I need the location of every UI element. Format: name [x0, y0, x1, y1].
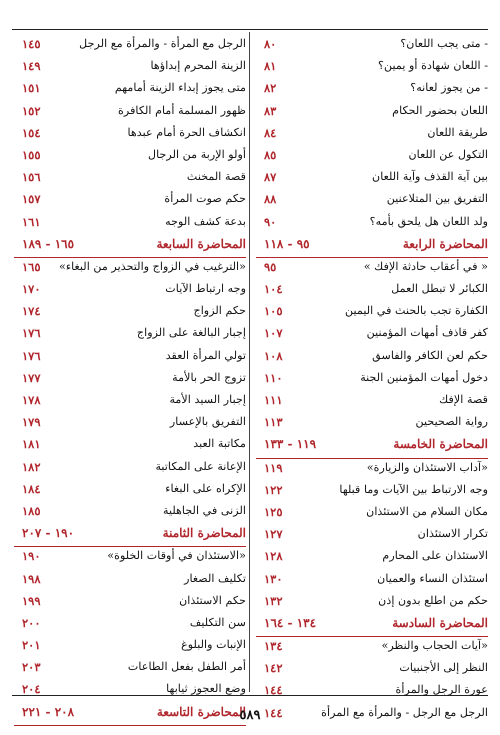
- toc-entry-title: - اللعان شهادة أو يمين؟: [378, 59, 488, 73]
- toc-entry: [256, 57, 488, 79]
- toc-entry-page: ١٥٦: [22, 170, 41, 185]
- toc-entry-page: ١٣٤: [264, 639, 283, 654]
- toc-entry: [256, 592, 488, 614]
- toc-entry-page: ١٨٢: [22, 459, 41, 474]
- toc-entry: [256, 547, 488, 569]
- toc-entry-title: إجبار البالغة على الزواج: [136, 326, 246, 340]
- toc-entry-title: انكشاف الحرة أمام عبدها: [127, 125, 246, 139]
- toc-entry-page: ١٤٥: [22, 37, 41, 51]
- toc-entry-title: عورة الرجل والمرأة: [395, 683, 488, 697]
- toc-entry-page: ١٣٢: [264, 593, 283, 608]
- toc-entry-page: ١٥٢: [22, 103, 41, 118]
- toc-entry-title: إجبار السيد الأمة: [169, 393, 246, 406]
- toc-entry: [14, 102, 246, 124]
- toc-entry-page: ١٧٠: [22, 282, 41, 297]
- toc-entry: [14, 547, 246, 569]
- toc-entry-title: المحاضرة الرابعة: [402, 236, 488, 251]
- toc-entry-title: بدعة كشف الوجه: [165, 214, 246, 228]
- toc-entry: [256, 525, 488, 547]
- toc-column-right: [256, 35, 488, 726]
- toc-entry-title: اللعان بحضور الحكام: [392, 103, 488, 117]
- toc-entry-title: حكم من اطلع بدون إذن: [378, 593, 488, 607]
- toc-entry-title: الكبائر لا تبطل العمل: [391, 282, 488, 296]
- toc-entry-page: ١٧٩: [22, 415, 41, 430]
- toc-entry-page: ٢٠١: [22, 638, 41, 653]
- toc-entry-page: ١٨٥: [22, 503, 41, 518]
- toc-entry-page: ١٢٧: [264, 527, 283, 542]
- toc-entry-page: ١١١: [264, 393, 283, 407]
- toc-entry-title: تولي المرأة العقد: [165, 348, 246, 362]
- toc-section-heading: [14, 235, 246, 258]
- toc-entry: [14, 190, 246, 212]
- page-number: ٥٨٩: [239, 708, 261, 723]
- toc-entry-page: ٩٥: [264, 259, 277, 274]
- toc-entry: [256, 324, 488, 346]
- toc-entry-page: ١٨٤: [22, 481, 41, 496]
- toc-entry: [256, 391, 488, 413]
- toc-entry-title: «الاستئذان في أوقات الخلوة»: [107, 549, 246, 563]
- toc-entry-page: ١٠٨: [264, 348, 283, 363]
- toc-entry-page: ١٥٥: [22, 147, 41, 162]
- toc-entry-page: ١٠٤: [264, 282, 283, 297]
- toc-entry: [14, 258, 246, 280]
- toc-entry-page: ١٢٢: [264, 482, 283, 497]
- toc-entry-title: متى يجوز إبداء الزينة أمامهم: [114, 81, 246, 95]
- toc-entry-title: الكفارة تجب بالحنث في اليمين: [344, 304, 488, 318]
- toc-entry-title: الاستئذان على المحارم: [382, 549, 488, 563]
- toc-entry-page: ١٢٨: [264, 549, 283, 564]
- toc-entry: [14, 391, 246, 413]
- toc-entry: [256, 79, 488, 101]
- toc-entry-page: ١٩٨: [22, 571, 41, 586]
- toc-entry: [256, 369, 488, 391]
- toc-entry-title: قصة المخنث: [186, 170, 246, 184]
- toc-entry-page: ١٩٠: [22, 549, 41, 564]
- toc-entry-page: ١٣٠: [264, 571, 283, 586]
- toc-entry-title: المحاضرة السابعة: [156, 236, 246, 251]
- toc-entry-page: ٨٧: [264, 170, 277, 185]
- toc-entry: [256, 213, 488, 235]
- toc-entry: [14, 592, 246, 614]
- toc-entry: [14, 680, 246, 702]
- toc-entry: [14, 480, 246, 502]
- toc-entry-page: ١٩٩: [22, 593, 41, 608]
- toc-entry-title: حكم الزواج: [193, 304, 246, 318]
- toc-entry-title: الإكراه على البغاء: [165, 481, 246, 495]
- toc-entry: [14, 458, 246, 480]
- toc-entry-title: الزينة المحرم إبداؤها: [150, 59, 246, 73]
- toc-entry-title: كفر قاذف أمهات المؤمنين: [366, 326, 488, 340]
- toc-entry-title: الرجل مع الرجل - والمرأة مع المرأة: [321, 705, 488, 719]
- toc-entry-page: ١٦٥: [22, 259, 41, 274]
- toc-entry: [14, 658, 246, 680]
- toc-entry: [256, 302, 488, 324]
- toc-entry: [256, 481, 488, 503]
- toc-entry-page: ١١٠: [264, 370, 283, 385]
- toc-entry-page: ٨٥: [264, 147, 277, 162]
- toc-entry-page: ١٩٠ - ٢٠٧: [22, 526, 75, 541]
- toc-entry-page: ١٥٧: [22, 192, 41, 207]
- toc-entry-title: وضع العجوز ثيابها: [166, 682, 246, 696]
- toc-entry: [14, 302, 246, 324]
- toc-entry-page: ١٢٥: [264, 504, 283, 519]
- toc-entry: [256, 280, 488, 302]
- toc-entry: [256, 637, 488, 659]
- toc-entry-title: المحاضرة الخامسة: [393, 437, 488, 452]
- toc-entry: [256, 459, 488, 481]
- toc-entry: [14, 168, 246, 190]
- toc-entry-page: ٨٤: [264, 125, 277, 140]
- toc-entry-title: تكليف الصغار: [184, 571, 246, 585]
- toc-entry-title: النظر إلى الأجنبيات: [399, 661, 488, 675]
- toc-entry-title: حكم الاستئذان: [179, 593, 246, 607]
- toc-entry: [256, 570, 488, 592]
- toc-entry-page: ٨٣: [264, 103, 277, 118]
- toc-entry-title: دخول أمهات المؤمنين الجنة: [360, 370, 488, 384]
- toc-entry-title: الرجل مع المرأة - والمرأة مع الرجل: [79, 37, 246, 50]
- toc-entry-page: ١٦١: [22, 214, 41, 229]
- toc-entry-title: ظهور المسلمة أمام الكافرة: [118, 103, 246, 117]
- toc-entry-page: ٢٠٣: [22, 660, 41, 675]
- toc-entry-page: ١٤٤: [264, 683, 283, 698]
- toc-entry: [14, 435, 246, 457]
- toc-section-heading: [256, 235, 488, 258]
- toc-entry-page: ١٧٧: [22, 370, 41, 385]
- toc-entry-page: ١٦٥ - ١٨٩: [22, 236, 75, 251]
- toc-entry-title: تكرار الاستئذان: [417, 527, 488, 541]
- toc-entry-title: حكم لعن الكافر والفاسق: [372, 348, 488, 362]
- toc-entry-title: أولو الإربة من الرجال: [147, 147, 246, 161]
- toc-entry-page: ٢٠٠: [22, 615, 41, 630]
- toc-entry: [256, 190, 488, 212]
- toc-entry: [256, 124, 488, 146]
- toc-entry-page: ١٧٦: [22, 348, 41, 363]
- toc-entry-title: الإعانة على المكاتبة: [155, 459, 246, 473]
- toc-entry: [256, 35, 488, 57]
- toc-entry: [14, 35, 246, 57]
- toc-entry-page: ٩٥ - ١١٨: [264, 236, 310, 251]
- toc-entry: [14, 146, 246, 168]
- toc-column-left: [14, 35, 246, 726]
- toc-entry-title: استئذان النساء والعميان: [377, 571, 488, 585]
- toc-entry-page: ٩٠: [264, 214, 277, 229]
- toc-entry-page: ١١٩ - ١٣٣: [264, 437, 317, 452]
- toc-entry-title: طريقة اللعان: [427, 125, 488, 139]
- toc-entry-title: وجه ارتباط الآيات: [165, 282, 246, 296]
- toc-entry-page: ١٥٤: [22, 125, 41, 140]
- column-divider: [249, 32, 250, 692]
- toc-entry: [14, 347, 246, 369]
- toc-entry: [256, 146, 488, 168]
- toc-entry-page: ١٠٧: [264, 326, 283, 341]
- toc-entry-title: بين آية القذف وآية اللعان: [372, 170, 488, 184]
- toc-entry: [256, 413, 488, 435]
- toc-entry: [14, 280, 246, 302]
- toc-entry-page: ١٤٢: [264, 661, 283, 676]
- toc-entry-page: ٨٨: [264, 192, 277, 207]
- toc-entry-page: ١٧٤: [22, 304, 41, 319]
- toc-entry-page: ١٤٩: [22, 59, 41, 74]
- toc-entry: [14, 124, 246, 146]
- toc-entry-title: التكول عن اللعان: [408, 147, 488, 161]
- toc-entry: [14, 324, 246, 346]
- toc-entry-title: قصة الإفك: [439, 393, 488, 406]
- toc-entry-page: ٢٠٨ - ٢٢١: [22, 704, 75, 719]
- toc-entry: [14, 636, 246, 658]
- toc-entry-title: المحاضرة السادسة: [392, 615, 488, 630]
- toc-entry: [14, 502, 246, 524]
- toc-entry-page: ١١٩: [264, 460, 283, 475]
- toc-entry: [256, 168, 488, 190]
- toc-entry-title: - من يجوز لعانه؟: [410, 81, 488, 95]
- toc-entry-page: ١١٣: [264, 415, 283, 430]
- toc-entry-title: رواية الصحيحين: [415, 415, 488, 429]
- toc-entry: [256, 102, 488, 124]
- toc-entry-page: ١٠٥: [264, 304, 283, 319]
- toc-entry: [14, 213, 246, 235]
- toc-entry-page: ١٧٦: [22, 326, 41, 341]
- toc-entry-title: حكم صوت المرأة: [164, 192, 246, 206]
- toc-entry: [256, 681, 488, 703]
- toc-entry-title: - متى يجب اللعان؟: [400, 37, 488, 50]
- toc-entry: [256, 258, 488, 280]
- toc-entry: [14, 570, 246, 592]
- toc-entry-title: سن التكليف: [189, 615, 246, 629]
- toc-entry: [256, 347, 488, 369]
- toc-entry: [14, 79, 246, 101]
- toc-section-heading: [14, 524, 246, 547]
- toc-entry-title: الزنى في الجاهلية: [162, 503, 246, 517]
- toc-entry-page: ٨٠: [264, 37, 277, 51]
- toc-entry-title: أمر الطفل بفعل الطاعات: [127, 660, 246, 674]
- toc-entry-title: « في أعقاب حادثة الإفك »: [363, 259, 488, 273]
- toc-entry-page: ١٨١: [22, 437, 41, 452]
- toc-entry: [256, 659, 488, 681]
- toc-entry-title: وجه الارتباط بين الآيات وما قبلها: [339, 482, 488, 496]
- toc-entry-title: ولد اللعان هل يلحق بأمه؟: [369, 214, 488, 228]
- toc-entry: [256, 503, 488, 525]
- toc-entry-page: ٨١: [264, 59, 277, 74]
- toc-entry-title: المحاضرة التاسعة: [156, 704, 246, 719]
- toc-entry: [14, 57, 246, 79]
- toc-entry: [14, 369, 246, 391]
- toc-entry: [14, 614, 246, 636]
- toc-entry-title: «آداب الاستئذان والزيارة»: [366, 460, 488, 474]
- toc-entry-title: تزوج الحر بالأمة: [172, 370, 246, 384]
- toc-entry-title: مكان السلام من الاستئذان: [366, 504, 488, 518]
- toc-entry-page: ٨٢: [264, 81, 277, 96]
- toc-entry-title: التفريق بين المتلاعنين: [386, 192, 488, 206]
- toc-entry-page: ٢٠٤: [22, 682, 41, 697]
- toc-entry-page: ١٥١: [22, 81, 41, 96]
- toc-entry-title: الإنبات والبلوغ: [181, 638, 246, 652]
- toc-entry-title: «الترغيب في الزواج والتحذير من البغاء»: [59, 259, 246, 273]
- toc-entry-page: ١٧٨: [22, 393, 41, 407]
- toc-entry-page: ١٤٤: [264, 705, 283, 720]
- toc-section-heading: [256, 614, 488, 637]
- toc-entry-title: مكاتبة العبد: [193, 437, 246, 451]
- toc-entry-page: ١٣٤ - ١٦٤: [264, 615, 317, 630]
- toc-entry: [14, 413, 246, 435]
- toc-section-heading: [256, 435, 488, 458]
- toc-entry-title: «آيات الحجاب والنظر»: [381, 639, 488, 653]
- toc-entry-title: التفريق بالإعسار: [169, 415, 246, 429]
- toc-entry-title: المحاضرة الثامنة: [162, 526, 246, 541]
